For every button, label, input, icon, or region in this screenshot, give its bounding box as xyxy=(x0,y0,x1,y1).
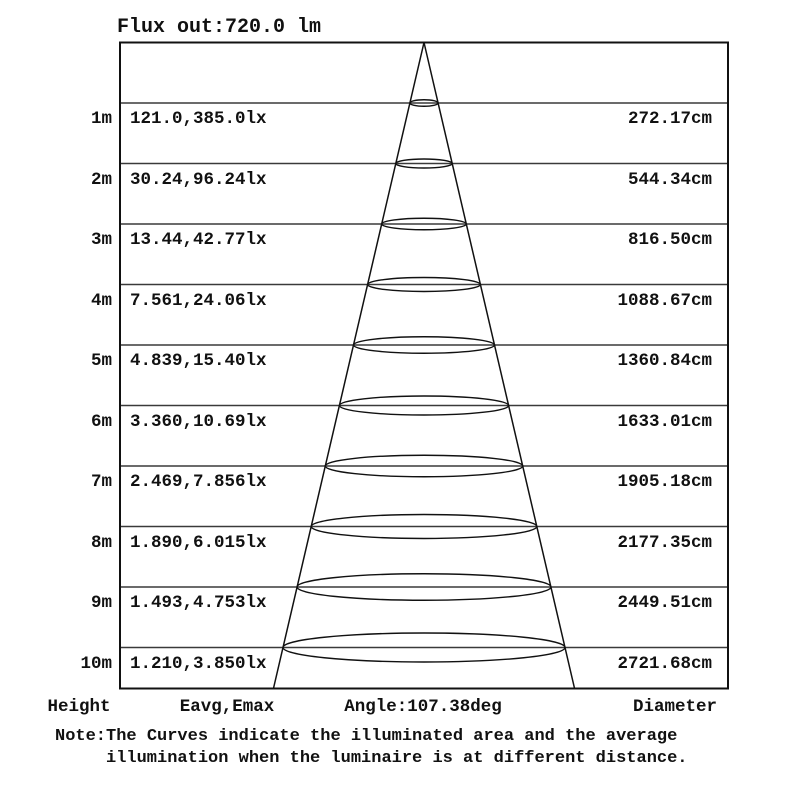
table-row xyxy=(0,533,800,555)
eavg-emax-value: 3.360,10.69lx xyxy=(130,412,267,432)
height-column-label: Height xyxy=(47,697,111,717)
eavg-emax-value: 1.493,4.753lx xyxy=(130,593,267,613)
table-row xyxy=(0,412,800,434)
diameter-column-label: Diameter xyxy=(632,697,718,717)
table-row xyxy=(0,654,800,676)
table-row xyxy=(0,593,800,615)
diameter-value: 1360.84cm xyxy=(617,351,712,371)
eavg-emax-value: 1.890,6.015lx xyxy=(130,533,267,553)
eavg-emax-value: 30.24,96.24lx xyxy=(130,170,267,190)
diameter-value: 544.34cm xyxy=(627,170,712,190)
beam-angle-label: Angle:107.38deg xyxy=(344,697,502,717)
diameter-value: 1905.18cm xyxy=(617,472,712,492)
height-value: 9m xyxy=(90,593,112,613)
note-text-line1: Note:The Curves indicate the illuminated area and the average xyxy=(55,727,678,746)
diameter-value: 1633.01cm xyxy=(617,412,712,432)
table-row xyxy=(0,109,800,131)
diameter-value: 2449.51cm xyxy=(617,593,712,613)
height-value: 6m xyxy=(90,412,112,432)
table-row xyxy=(0,351,800,373)
eavg-emax-column-label: Eavg,Emax xyxy=(179,697,275,717)
height-value: 2m xyxy=(90,170,112,190)
diameter-value: 1088.67cm xyxy=(617,291,712,311)
diameter-value: 2721.68cm xyxy=(617,654,712,674)
diameter-value: 272.17cm xyxy=(627,109,712,129)
table-row xyxy=(0,291,800,313)
eavg-emax-value: 1.210,3.850lx xyxy=(130,654,267,674)
eavg-emax-value: 2.469,7.856lx xyxy=(130,472,267,492)
table-row xyxy=(0,230,800,252)
table-row xyxy=(0,170,800,192)
height-value: 1m xyxy=(90,109,112,129)
table-row xyxy=(0,472,800,494)
eavg-emax-value: 121.0,385.0lx xyxy=(130,109,267,129)
eavg-emax-value: 4.839,15.40lx xyxy=(130,351,267,371)
diameter-value: 816.50cm xyxy=(627,230,712,250)
flux-output-title: Flux out:720.0 lm xyxy=(117,16,322,39)
height-value: 8m xyxy=(90,533,112,553)
height-value: 7m xyxy=(90,472,112,492)
eavg-emax-value: 7.561,24.06lx xyxy=(130,291,267,311)
height-value: 3m xyxy=(90,230,112,250)
height-value: 5m xyxy=(90,351,112,371)
height-value: 10m xyxy=(80,654,112,674)
diameter-value: 2177.35cm xyxy=(617,533,712,553)
height-value: 4m xyxy=(90,291,112,311)
note-text-line2: illumination when the luminaire is at different distance. xyxy=(106,749,688,768)
eavg-emax-value: 13.44,42.77lx xyxy=(130,230,267,250)
